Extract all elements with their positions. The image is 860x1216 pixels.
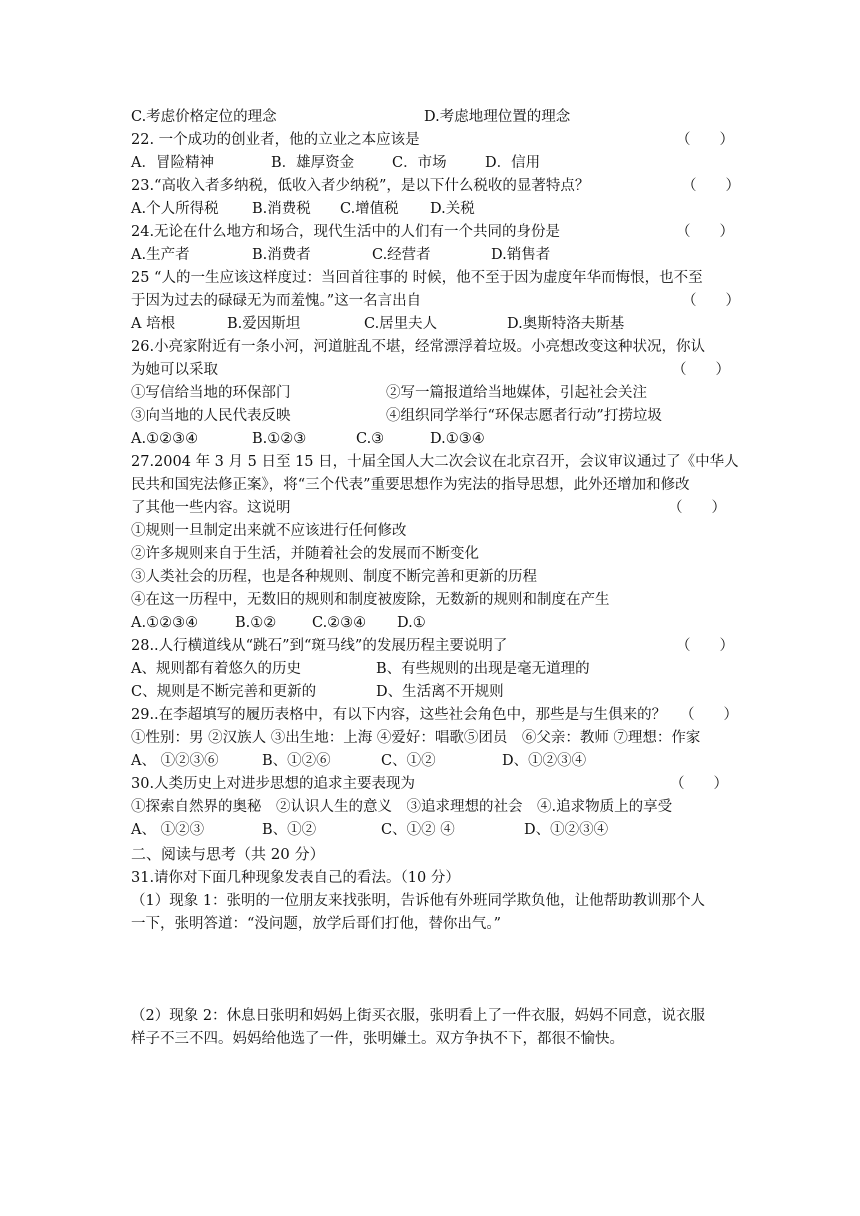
question-text: 28..人行横道线从“跳石”到“斑马线”的发展历程主要说明了 <box>131 638 508 654</box>
question-text: 22. 一个成功的创业者，他的立业之本应该是 <box>131 132 420 148</box>
option-b: B.消费者 <box>252 247 311 263</box>
question-text: 26.小亮家附近有一条小河，河道脏乱不堪，经常漂浮着垃圾。小亮想改变这种状况，你认 <box>131 339 706 355</box>
option-b: B、有些规则的出现是毫无道理的 <box>376 661 590 677</box>
option-d: D.奥斯特洛夫斯基 <box>507 316 625 332</box>
answer-bracket: （ ） <box>682 293 740 309</box>
question-25-line2 <box>131 290 740 313</box>
option-a: A、 ①②③ <box>131 822 205 838</box>
answer-bracket: （ ） <box>672 362 730 378</box>
option-c: C.③ <box>356 431 385 447</box>
option-c: C.②③④ <box>312 615 367 631</box>
question-text: 于因为过去的碌碌无为而羞愧。”这一名言出自 <box>131 293 422 309</box>
answer-bracket: （ ） <box>676 638 734 654</box>
question-text: 24.无论在什么地方和场合，现代生活中的人们有一个共同的身份是 <box>131 224 561 240</box>
question-text: 了其他一些内容。这说明 <box>131 500 291 516</box>
statement-text: ①性别：男 ②汉族人 ③出生地：上海 ④爱好：唱歌⑤团员 ⑥父亲：教师 ⑦理想：作家 <box>131 730 701 746</box>
passage-text: 样子不三不四。妈妈给他选了一件，张明嫌土。双方争执不下，都很不愉快。 <box>131 1031 624 1047</box>
question-23 <box>131 175 740 198</box>
option-c: C.居里夫人 <box>364 316 438 332</box>
option-b: B、①② <box>262 822 317 838</box>
passage-text: （1）现象 1：张明的一位朋友来找张明，告诉他有外班同学欺负他，让他帮助教训那个人 <box>131 893 706 909</box>
answer-bracket: （ ） <box>670 776 728 792</box>
question-text: 31.请你对下面几种现象发表自己的看法。（10 分） <box>131 870 460 886</box>
option-a: A.①②③④ <box>131 615 199 631</box>
option-b: B.①②③ <box>252 431 307 447</box>
statement-text: ②许多规则来自于生活，并随着社会的发展而不断变化 <box>131 546 479 562</box>
option-a: A.个人所得税 <box>131 201 219 217</box>
question-26-line2 <box>131 359 731 382</box>
option-a: A 培根 <box>131 316 176 332</box>
option-c: C.经营者 <box>372 247 431 263</box>
option-a: A、规则都有着悠久的历史 <box>131 661 301 677</box>
option-a: A．冒险精神 <box>131 155 214 171</box>
section-title: 二、阅读与思考（共 20 分） <box>131 845 325 863</box>
option-b: B、①②⑥ <box>262 753 331 769</box>
option-c: C．市场 <box>392 155 447 171</box>
passage-text: 一下，张明答道：“没问题，放学后哥们打他，替你出气。” <box>131 916 502 932</box>
question-27-line3 <box>131 497 731 520</box>
option-b: B.消费税 <box>252 201 311 217</box>
question-text: 为她可以采取 <box>131 362 218 378</box>
option-a: A.生产者 <box>131 247 190 263</box>
question-29 <box>131 704 738 727</box>
statement-text: ①探索自然界的奥秘 ②认识人生的意义 ③追求理想的社会 ④.追求物质上的享受 <box>131 799 673 815</box>
option-a: A、 ①②③⑥ <box>131 753 219 769</box>
option-c: C、规则是不断完善和更新的 <box>131 684 317 700</box>
question-text: 25 “人的一生应该这样度过：当回首往事的 时候，他不至于因为虚度年华而悔恨，也不至 <box>131 270 703 286</box>
option-c: C、①② ④ <box>381 822 455 838</box>
option-d: D、①②③④ <box>502 753 587 769</box>
statement-4: ④组织同学举行“环保志愿者行动”打捞垃圾 <box>386 408 662 424</box>
answer-bracket: （ ） <box>682 178 740 194</box>
option-b: B.爱因斯坦 <box>227 316 301 332</box>
option-b: B.①② <box>235 615 277 631</box>
option-d: D、①②③④ <box>524 822 609 838</box>
answer-bracket: （ ） <box>668 500 726 516</box>
option-d: D.关税 <box>430 201 475 217</box>
question-text: 民共和国宪法修正案》，将“三个代表”重要思想作为宪法的指导思想，此外还增加和修改 <box>131 477 690 493</box>
option-c: C.增值税 <box>340 201 399 217</box>
option-c: C、①② <box>381 753 436 769</box>
option-d: D.考虑地理位置的理念 <box>424 109 571 125</box>
statement-1: ①写信给当地的环保部门 <box>131 385 291 401</box>
answer-bracket: （ ） <box>676 224 734 240</box>
question-text: 27.2004 年 3 月 5 日至 15 日，十届全国人大二次会议在北京召开，会议审议通过了《中华人 <box>131 454 739 470</box>
option-d: D、生活离不开规则 <box>376 684 504 700</box>
question-22 <box>131 129 734 152</box>
answer-bracket: （ ） <box>680 707 738 723</box>
option-d: D.销售者 <box>491 247 551 263</box>
option-c: C.考虑价格定位的理念 <box>131 109 277 125</box>
question-24 <box>131 221 734 244</box>
answer-bracket: （ ） <box>676 132 734 148</box>
statement-3: ③向当地的人民代表反映 <box>131 408 291 424</box>
statement-2: ②写一篇报道给当地媒体，引起社会关注 <box>386 385 647 401</box>
option-b: B．雄厚资金 <box>271 155 355 171</box>
passage-text: （2）现象 2：休息日张明和妈妈上街买衣服，张明看上了一件衣服，妈妈不同意，说衣服 <box>131 1008 706 1024</box>
question-28 <box>131 635 734 658</box>
question-text: 23.“高收入者多纳税，低收入者少纳税”，是以下什么税收的显著特点？ <box>131 178 590 194</box>
question-text: 29..在李超填写的履历表格中，有以下内容，这些社会角色中，那些是与生俱来的？ <box>131 707 667 723</box>
statement-text: ③人类社会的历程，也是各种规则、制度不断完善和更新的历程 <box>131 569 537 585</box>
option-d: D．信用 <box>485 155 541 171</box>
option-d: D.① <box>397 615 426 631</box>
option-a: A.①②③④ <box>131 431 199 447</box>
statement-text: ④在这一历程中，无数旧的规则和制度被废除，无数新的规则和制度在产生 <box>131 592 610 608</box>
question-text: 30.人类历史上对进步思想的追求主要表现为 <box>131 776 416 792</box>
option-d: D.①③④ <box>430 431 485 447</box>
question-30 <box>131 773 731 796</box>
statement-text: ①规则一旦制定出来就不应该进行任何修改 <box>131 523 407 539</box>
